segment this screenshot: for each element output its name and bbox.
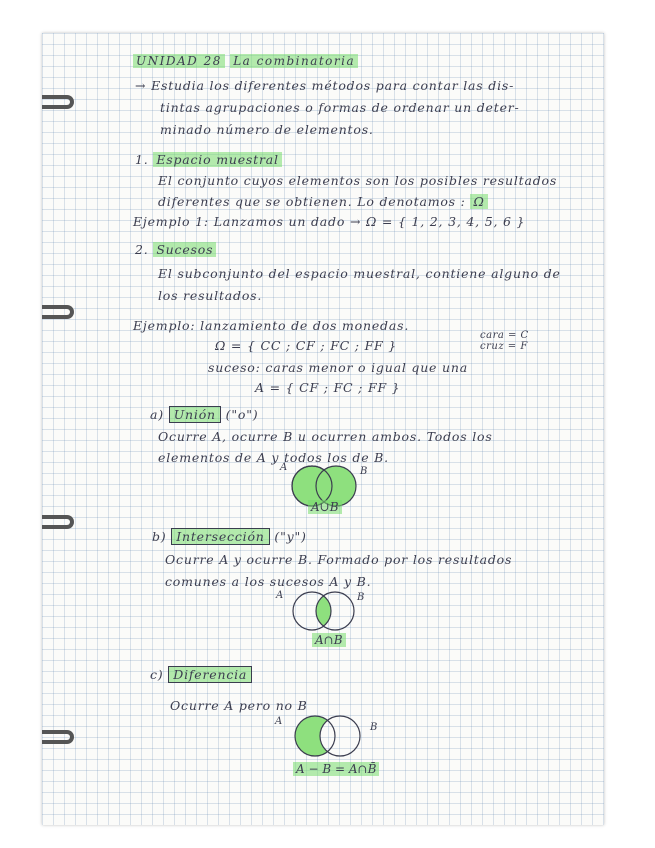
page-title: UNIDAD 28 La combinatoria	[133, 54, 358, 68]
section-text: El conjunto cuyos elementos son los posibles resultados	[158, 173, 558, 188]
difference-venn-diagram	[285, 712, 378, 762]
example-line: Ejemplo 1: Lanzamos un dado → Ω = { 1, 2, 3, 4, 5, 6 }	[133, 214, 526, 229]
difference-caption: A − B = A∩B̄	[293, 762, 379, 776]
set-b-label: B	[357, 592, 365, 603]
legend-cruz: cruz = F	[480, 341, 528, 352]
union-text: Ocurre A, ocurre B u ocurren ambos. Todos los	[158, 429, 493, 444]
set-a-label: A	[276, 590, 284, 601]
example-line: Ejemplo: lanzamiento de dos monedas.	[133, 318, 410, 333]
section-text: diferentes que se obtienen. Lo denotamos : Ω	[158, 194, 488, 209]
difference-heading: c) Diferencia	[150, 667, 252, 682]
section-text: los resultados.	[158, 288, 263, 303]
intersection-text: comunes a los sucesos A y B.	[165, 574, 372, 589]
intersection-heading: b) Intersección ("y")	[152, 529, 307, 544]
section-heading: 2. Sucesos	[135, 242, 216, 257]
section-text: El subconjunto del espacio muestral, contiene alguno de	[158, 266, 561, 281]
arrow-icon: →	[135, 78, 147, 93]
intro-line: → Estudia los diferentes métodos para contar las dis-	[135, 78, 515, 93]
intro-line: tintas agrupaciones o formas de ordenar un deter-	[160, 100, 520, 115]
event-set: A = { CF ; FC ; FF }	[255, 380, 401, 395]
intro-line: minado número de elementos.	[160, 122, 374, 137]
intersection-caption: A∩B	[312, 633, 346, 647]
omega-symbol: Ω	[470, 194, 487, 209]
intersection-text: Ocurre A y ocurre B. Formado por los resultados	[165, 552, 513, 567]
union-text: elementos de A y todos los de B.	[158, 450, 389, 465]
set-b-label: B	[370, 722, 378, 733]
union-caption: A∪B	[308, 500, 342, 514]
set-a-label: A	[280, 462, 288, 473]
omega-set: Ω = { CC ; CF ; FC ; FF }	[215, 338, 398, 353]
event-description: suceso: caras menor o igual que una	[208, 360, 468, 375]
union-heading: a) Unión ("o")	[150, 407, 259, 422]
set-a-label: A	[275, 716, 283, 727]
intersection-venn-diagram	[285, 588, 365, 636]
section-heading: 1. Espacio muestral	[135, 152, 282, 167]
set-b-label: B	[360, 466, 368, 477]
difference-text: Ocurre A pero no B	[170, 698, 308, 713]
legend-cara: cara = C	[480, 330, 529, 341]
